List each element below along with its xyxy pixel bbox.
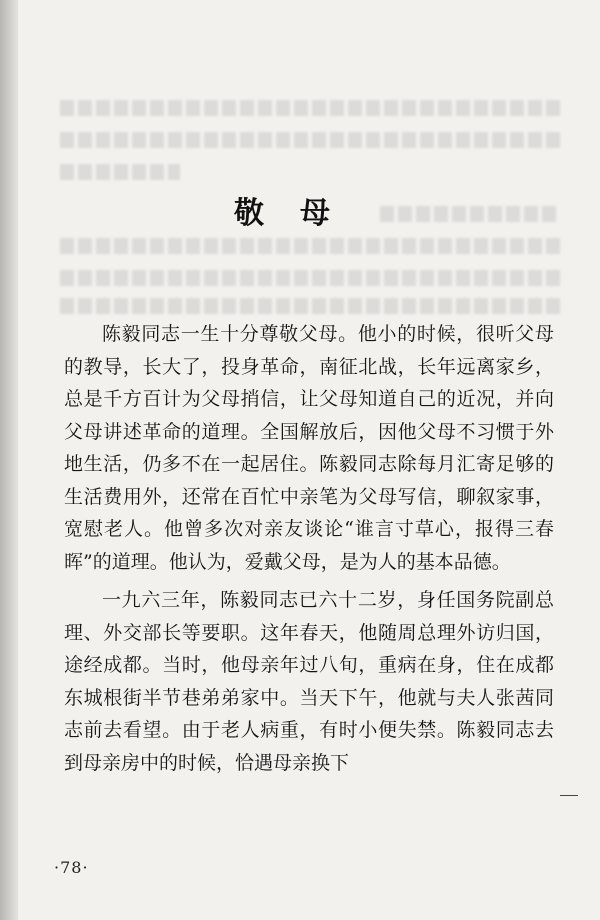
paragraph: 一九六三年，陈毅同志已六十二岁，身任国务院副总理、外交部长等要职。这年春天，他随周总理外访归国，途经成都。当时，他母亲年过八旬，重病在身，住在成都东城根街半节巷弟弟家中。当天下午，他就与夫人张茜同志前去看望。由于老人病重，有时小便失禁。陈毅同志去到母亲房中的时候，恰遇母亲换下 [64,589,554,774]
bleed-through-text [60,100,560,116]
bleed-through-text [60,298,560,314]
bleed-through-text [60,238,560,254]
bleed-through-text [60,164,180,180]
page-gutter-shadow [0,0,18,920]
page-number: ·78· [54,858,89,877]
bleed-through-text [60,270,560,286]
bleed-through-text [60,132,560,148]
scan-mark [560,795,578,796]
paragraph: 陈毅同志一生十分尊敬父母。他小的时候，很听父母的教导，长大了，投身革命，南征北战，长年远离家乡，总是千方百计为父母捎信，让父母知道自己的近况，并向父母讲述革命的道理。全国解放后，因他父母不习惯于外地生活，仍多不在一起居住。陈毅同志除每月汇寄足够的生活费用外，还常在百忙中亲笔为父母写信，聊叙家事，宽慰老人。他曾多次对亲友谈论“谁言寸草心，报得三春晖”的道理。他认为，爱戴父母，是为人的基本品德。 [64,323,554,573]
page-title: 敬母 [234,196,366,231]
body-text [64,318,554,785]
